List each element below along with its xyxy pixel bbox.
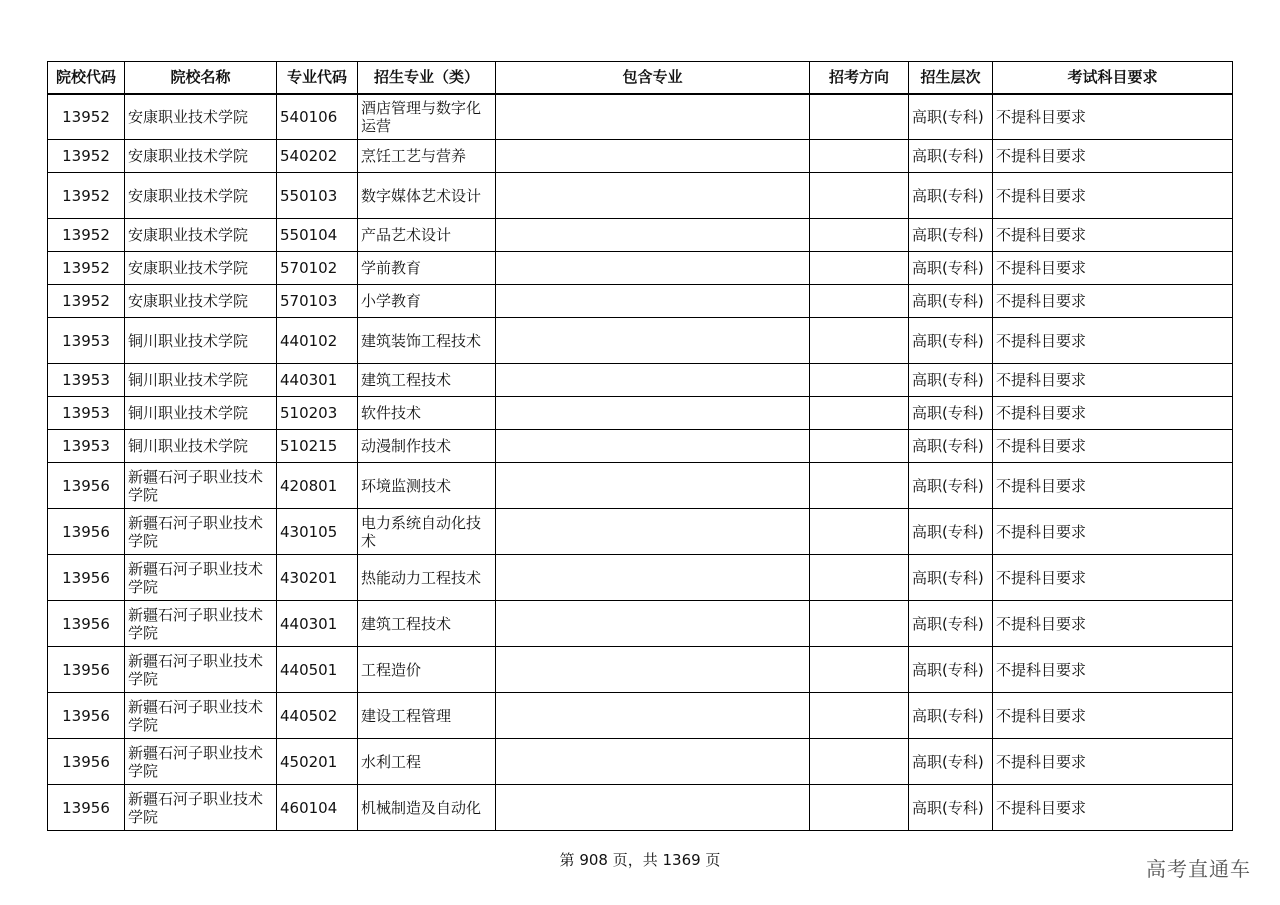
direction-cell [810, 430, 909, 463]
table-row [48, 601, 1233, 647]
school-code-cell: 13952 [48, 94, 125, 140]
level-cell: 高职(专科) [909, 173, 993, 219]
subject-requirement-cell: 不提科目要求 [993, 601, 1233, 647]
level-cell: 高职(专科) [909, 140, 993, 173]
school-code-cell: 13952 [48, 219, 125, 252]
included-majors-cell [496, 693, 810, 739]
school-name-cell: 新疆石河子职业技术学院 [125, 555, 277, 601]
major-code-cell: 440301 [277, 601, 358, 647]
school-name-cell: 安康职业技术学院 [125, 252, 277, 285]
major-code-cell: 570103 [277, 285, 358, 318]
school-name-cell: 铜川职业技术学院 [125, 318, 277, 364]
school-name-cell: 铜川职业技术学院 [125, 430, 277, 463]
level-cell: 高职(专科) [909, 285, 993, 318]
subject-requirement-cell: 不提科目要求 [993, 463, 1233, 509]
major-cell: 工程造价 [358, 647, 496, 693]
table-header [48, 62, 1233, 94]
included-majors-cell [496, 364, 810, 397]
school-name-cell: 安康职业技术学院 [125, 219, 277, 252]
school-name-cell: 安康职业技术学院 [125, 94, 277, 140]
school-name-cell: 新疆石河子职业技术学院 [125, 785, 277, 831]
major-cell: 动漫制作技术 [358, 430, 496, 463]
table-row [48, 647, 1233, 693]
table-row [48, 785, 1233, 831]
level-cell: 高职(专科) [909, 252, 993, 285]
major-code-cell: 440502 [277, 693, 358, 739]
school-name-cell: 新疆石河子职业技术学院 [125, 739, 277, 785]
direction-cell [810, 318, 909, 364]
table-row [48, 140, 1233, 173]
level-cell: 高职(专科) [909, 601, 993, 647]
school-code-cell: 13956 [48, 555, 125, 601]
table-row [48, 430, 1233, 463]
major-cell: 建筑工程技术 [358, 601, 496, 647]
header-school-name: 院校名称 [125, 62, 277, 94]
major-cell: 学前教育 [358, 252, 496, 285]
table-row [48, 252, 1233, 285]
direction-cell [810, 555, 909, 601]
major-code-cell: 460104 [277, 785, 358, 831]
major-cell: 建筑工程技术 [358, 364, 496, 397]
level-cell: 高职(专科) [909, 318, 993, 364]
table-row [48, 219, 1233, 252]
school-code-cell: 13956 [48, 509, 125, 555]
level-cell: 高职(专科) [909, 364, 993, 397]
included-majors-cell [496, 430, 810, 463]
subject-requirement-cell: 不提科目要求 [993, 140, 1233, 173]
major-code-cell: 510215 [277, 430, 358, 463]
major-code-cell: 540106 [277, 94, 358, 140]
school-name-cell: 铜川职业技术学院 [125, 397, 277, 430]
school-code-cell: 13952 [48, 252, 125, 285]
direction-cell [810, 693, 909, 739]
direction-cell [810, 94, 909, 140]
subject-requirement-cell: 不提科目要求 [993, 219, 1233, 252]
direction-cell [810, 463, 909, 509]
included-majors-cell [496, 509, 810, 555]
subject-requirement-cell: 不提科目要求 [993, 693, 1233, 739]
included-majors-cell [496, 647, 810, 693]
major-code-cell: 450201 [277, 739, 358, 785]
subject-requirement-cell: 不提科目要求 [993, 430, 1233, 463]
major-cell: 水利工程 [358, 739, 496, 785]
subject-requirement-cell: 不提科目要求 [993, 397, 1233, 430]
subject-requirement-cell: 不提科目要求 [993, 252, 1233, 285]
subject-requirement-cell: 不提科目要求 [993, 509, 1233, 555]
school-name-cell: 新疆石河子职业技术学院 [125, 509, 277, 555]
subject-requirement-cell: 不提科目要求 [993, 364, 1233, 397]
school-code-cell: 13956 [48, 739, 125, 785]
included-majors-cell [496, 318, 810, 364]
subject-requirement-cell: 不提科目要求 [993, 555, 1233, 601]
level-cell: 高职(专科) [909, 739, 993, 785]
major-code-cell: 570102 [277, 252, 358, 285]
major-code-cell: 430105 [277, 509, 358, 555]
school-name-cell: 新疆石河子职业技术学院 [125, 601, 277, 647]
school-code-cell: 13956 [48, 463, 125, 509]
included-majors-cell [496, 285, 810, 318]
level-cell: 高职(专科) [909, 647, 993, 693]
direction-cell [810, 785, 909, 831]
major-code-cell: 420801 [277, 463, 358, 509]
school-name-cell: 铜川职业技术学院 [125, 364, 277, 397]
direction-cell [810, 219, 909, 252]
major-code-cell: 440102 [277, 318, 358, 364]
level-cell: 高职(专科) [909, 785, 993, 831]
level-cell: 高职(专科) [909, 430, 993, 463]
major-cell: 酒店管理与数字化运营 [358, 94, 496, 140]
header-major: 招生专业（类） [358, 62, 496, 94]
school-code-cell: 13952 [48, 285, 125, 318]
header-included-majors: 包含专业 [496, 62, 810, 94]
school-name-cell: 新疆石河子职业技术学院 [125, 463, 277, 509]
school-code-cell: 13956 [48, 785, 125, 831]
table-row [48, 693, 1233, 739]
subject-requirement-cell: 不提科目要求 [993, 739, 1233, 785]
major-code-cell: 430201 [277, 555, 358, 601]
major-code-cell: 550104 [277, 219, 358, 252]
level-cell: 高职(专科) [909, 555, 993, 601]
table-row [48, 397, 1233, 430]
header-subject-requirement: 考试科目要求 [993, 62, 1233, 94]
table-row [48, 739, 1233, 785]
school-code-cell: 13952 [48, 173, 125, 219]
table-row [48, 173, 1233, 219]
header-level: 招生层次 [909, 62, 993, 94]
table-row [48, 555, 1233, 601]
subject-requirement-cell: 不提科目要求 [993, 173, 1233, 219]
major-cell: 建筑装饰工程技术 [358, 318, 496, 364]
major-cell: 热能动力工程技术 [358, 555, 496, 601]
school-code-cell: 13952 [48, 140, 125, 173]
school-code-cell: 13953 [48, 430, 125, 463]
school-code-cell: 13956 [48, 693, 125, 739]
included-majors-cell [496, 173, 810, 219]
included-majors-cell [496, 94, 810, 140]
direction-cell [810, 601, 909, 647]
header-major-code: 专业代码 [277, 62, 358, 94]
school-name-cell: 安康职业技术学院 [125, 173, 277, 219]
major-cell: 产品艺术设计 [358, 219, 496, 252]
table-row [48, 364, 1233, 397]
school-code-cell: 13953 [48, 318, 125, 364]
major-cell: 烹饪工艺与营养 [358, 140, 496, 173]
header-school-code: 院校代码 [48, 62, 125, 94]
subject-requirement-cell: 不提科目要求 [993, 285, 1233, 318]
subject-requirement-cell: 不提科目要求 [993, 785, 1233, 831]
level-cell: 高职(专科) [909, 463, 993, 509]
school-code-cell: 13956 [48, 647, 125, 693]
header-row [48, 62, 1233, 94]
included-majors-cell [496, 397, 810, 430]
major-cell: 数字媒体艺术设计 [358, 173, 496, 219]
direction-cell [810, 397, 909, 430]
major-cell: 机械制造及自动化 [358, 785, 496, 831]
page-footer: 第 908 页，共 1369 页 [559, 851, 721, 869]
level-cell: 高职(专科) [909, 397, 993, 430]
header-direction: 招考方向 [810, 62, 909, 94]
major-code-cell: 540202 [277, 140, 358, 173]
table-row [48, 318, 1233, 364]
included-majors-cell [496, 140, 810, 173]
table-row [48, 463, 1233, 509]
major-cell: 电力系统自动化技术 [358, 509, 496, 555]
level-cell: 高职(专科) [909, 219, 993, 252]
school-code-cell: 13956 [48, 601, 125, 647]
table-row [48, 94, 1233, 140]
level-cell: 高职(专科) [909, 693, 993, 739]
major-cell: 环境监测技术 [358, 463, 496, 509]
direction-cell [810, 364, 909, 397]
table-row [48, 509, 1233, 555]
major-code-cell: 440301 [277, 364, 358, 397]
included-majors-cell [496, 219, 810, 252]
included-majors-cell [496, 739, 810, 785]
school-code-cell: 13953 [48, 364, 125, 397]
included-majors-cell [496, 463, 810, 509]
direction-cell [810, 252, 909, 285]
school-name-cell: 安康职业技术学院 [125, 285, 277, 318]
direction-cell [810, 173, 909, 219]
major-cell: 建设工程管理 [358, 693, 496, 739]
table-row [48, 285, 1233, 318]
direction-cell [810, 509, 909, 555]
subject-requirement-cell: 不提科目要求 [993, 647, 1233, 693]
admissions-table [47, 61, 1233, 831]
school-name-cell: 安康职业技术学院 [125, 140, 277, 173]
major-cell: 小学教育 [358, 285, 496, 318]
direction-cell [810, 647, 909, 693]
school-code-cell: 13953 [48, 397, 125, 430]
direction-cell [810, 739, 909, 785]
school-name-cell: 新疆石河子职业技术学院 [125, 693, 277, 739]
watermark: 高考直通车 [1146, 857, 1251, 881]
level-cell: 高职(专科) [909, 509, 993, 555]
included-majors-cell [496, 601, 810, 647]
major-code-cell: 510203 [277, 397, 358, 430]
major-cell: 软件技术 [358, 397, 496, 430]
included-majors-cell [496, 785, 810, 831]
direction-cell [810, 140, 909, 173]
school-name-cell: 新疆石河子职业技术学院 [125, 647, 277, 693]
included-majors-cell [496, 252, 810, 285]
subject-requirement-cell: 不提科目要求 [993, 318, 1233, 364]
level-cell: 高职(专科) [909, 94, 993, 140]
table-body [48, 94, 1233, 831]
direction-cell [810, 285, 909, 318]
subject-requirement-cell: 不提科目要求 [993, 94, 1233, 140]
included-majors-cell [496, 555, 810, 601]
major-code-cell: 550103 [277, 173, 358, 219]
major-code-cell: 440501 [277, 647, 358, 693]
